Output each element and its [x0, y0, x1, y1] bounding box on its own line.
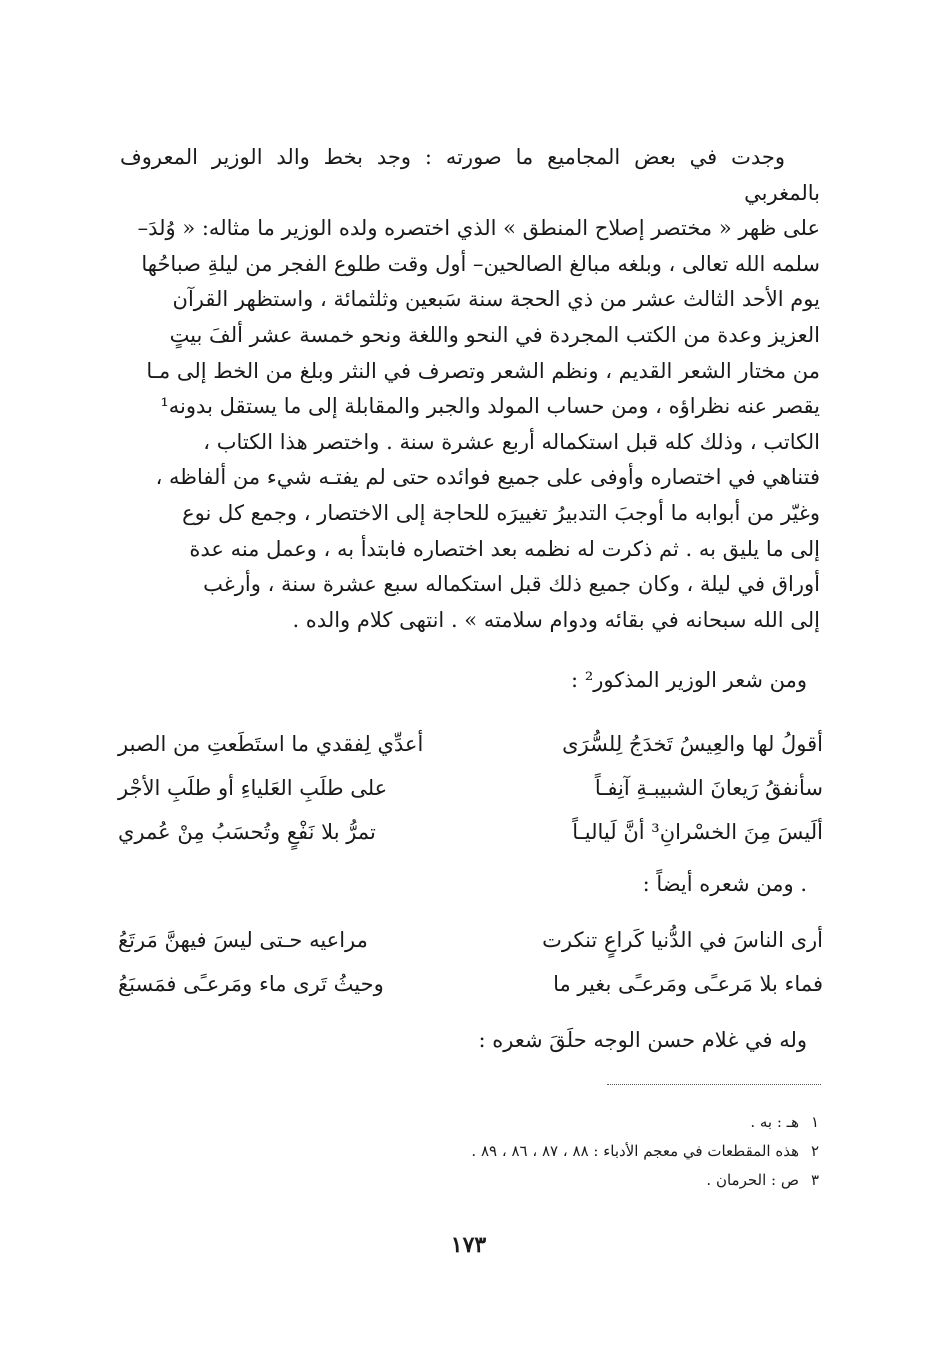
poem-verse [118, 810, 823, 854]
poem-verse [118, 962, 823, 1006]
verse-second-hemistich: على طلَبِ العَلياءِ أو طلَبِ الأجْر [118, 776, 388, 800]
verse-first-hemistich: أقولُ لها والعِيسُ تَخدَجُ لِلسُّرَى [562, 732, 823, 756]
poem-block [118, 918, 823, 1006]
prose-line: العزيز وعدة من الكتب المجردة في النحو واللغة ونحو خمسة عشر ألفَ بيتٍ [169, 322, 820, 347]
footnotes [179, 1108, 819, 1195]
prose-line: وغيّر من أبوابه ما أوجبَ التدبيرُ تغييرَه للحاجة إلى الاختصار ، وجمع كل نوع [182, 500, 820, 525]
prose-line: يوم الأحد الثالث عشر من ذي الحجة سنة سَبعين وثلثمائة ، واستظهر القرآن [172, 287, 820, 312]
verse-first-hemistich: أرى الناسَ في الدُّنيا كَراعٍ تنكرت [542, 928, 823, 952]
poem-verse [118, 766, 823, 810]
footnote-text: هـ : به . [750, 1113, 799, 1131]
footnote [179, 1108, 819, 1137]
footnote-text: هذه المقطعات في معجم الأدباء : ٨٨ ، ٨٧ ، ٨٦ ، ٨٩ . [471, 1142, 799, 1160]
verse-first-hemistich: فماء بلا مَرعـًى ومَرعـًى بغير ما [553, 972, 823, 996]
prose-line: الكاتب ، وذلك كله قبل استكماله أربع عشرة سنة . واختصر هذا الكتاب ، [203, 429, 820, 454]
poem-block [118, 722, 823, 854]
prose-line: على ظهر « مختصر إصلاح المنطق » الذي اختصره ولده الوزير ما مثاله: « وُلدَ– [137, 216, 820, 241]
page-number: ١٧٣ [450, 1232, 487, 1258]
poem-verse [118, 918, 823, 962]
footnote-number: ٣ [810, 1171, 819, 1189]
footnote-number: ٢ [810, 1142, 819, 1160]
prose-line: يقصر عنه نظراؤه ، ومن حساب المولد والجبر والمقابلة إلى ما يستقل بدونه¹ [160, 394, 820, 419]
prose-line: من مختار الشعر القديم ، ونظم الشعر وتصرف في النثر وبلغ من الخط إلى مـا [146, 358, 820, 383]
footnote-text: ص : الحرمان . [706, 1171, 799, 1189]
prose-line: فتناهي في اختصاره وأوفى على جميع فوائده حتى لم يفتـه شيء من ألفاظه ، [155, 465, 820, 490]
poem-intro: . ومن شعره أيضاً : [642, 872, 807, 896]
verse-first-hemistich: ألَيسَ مِنَ الخسْرانِ³ أنَّ لَياليـاً [572, 820, 823, 844]
poem-intro: وله في غلام حسن الوجه حلَقَ شعره : [478, 1028, 807, 1052]
prose-paragraph [120, 140, 820, 638]
verse-second-hemistich: وحيثُ تَرى ماء ومَرعـًى فمَسبَعُ [118, 972, 384, 996]
footnote-number: ١ [810, 1113, 819, 1131]
prose-line: أوراق في ليلة ، وكان جميع ذلك قبل استكماله سبع عشرة سنة ، وأرغب [203, 572, 820, 597]
prose-line: سلمه الله تعالى ، وبلغه مبالغ الصالحين– أول وقت طلوع الفجر من ليلةِ صباحُها [141, 251, 820, 276]
verse-second-hemistich: تمرُّ بلا نَفْعٍ وتُحسَبُ مِنْ عُمري [118, 820, 376, 844]
footnote-divider [607, 1084, 821, 1085]
poem-verse [118, 722, 823, 766]
prose-line: إلى الله سبحانه في بقائه ودوام سلامته » . انتهى كلام والده . [292, 607, 820, 632]
prose-line: إلى ما يليق به . ثم ذكرت له نظمه بعد اختصاره فابتدأ به ، وعمل منه عدة [189, 536, 820, 561]
verse-first-hemistich: سأنفقُ رَيعانَ الشبيبـةِ آنِفـاً [594, 776, 823, 800]
verse-second-hemistich: أعدِّي لِفقدي ما استَطَعتِ من الصبر [118, 732, 424, 756]
footnote [179, 1137, 819, 1166]
footnote [179, 1166, 819, 1195]
poem-intro: ومن شعر الوزير المذكور² : [571, 668, 807, 692]
prose-line: وجدت في بعض المجاميع ما صورته : وجد بخط والد الوزير المعروف بالمغربي [120, 145, 820, 205]
verse-second-hemistich: مراعيه حـتى ليسَ فيهنَّ مَرتَعُ [118, 928, 368, 952]
